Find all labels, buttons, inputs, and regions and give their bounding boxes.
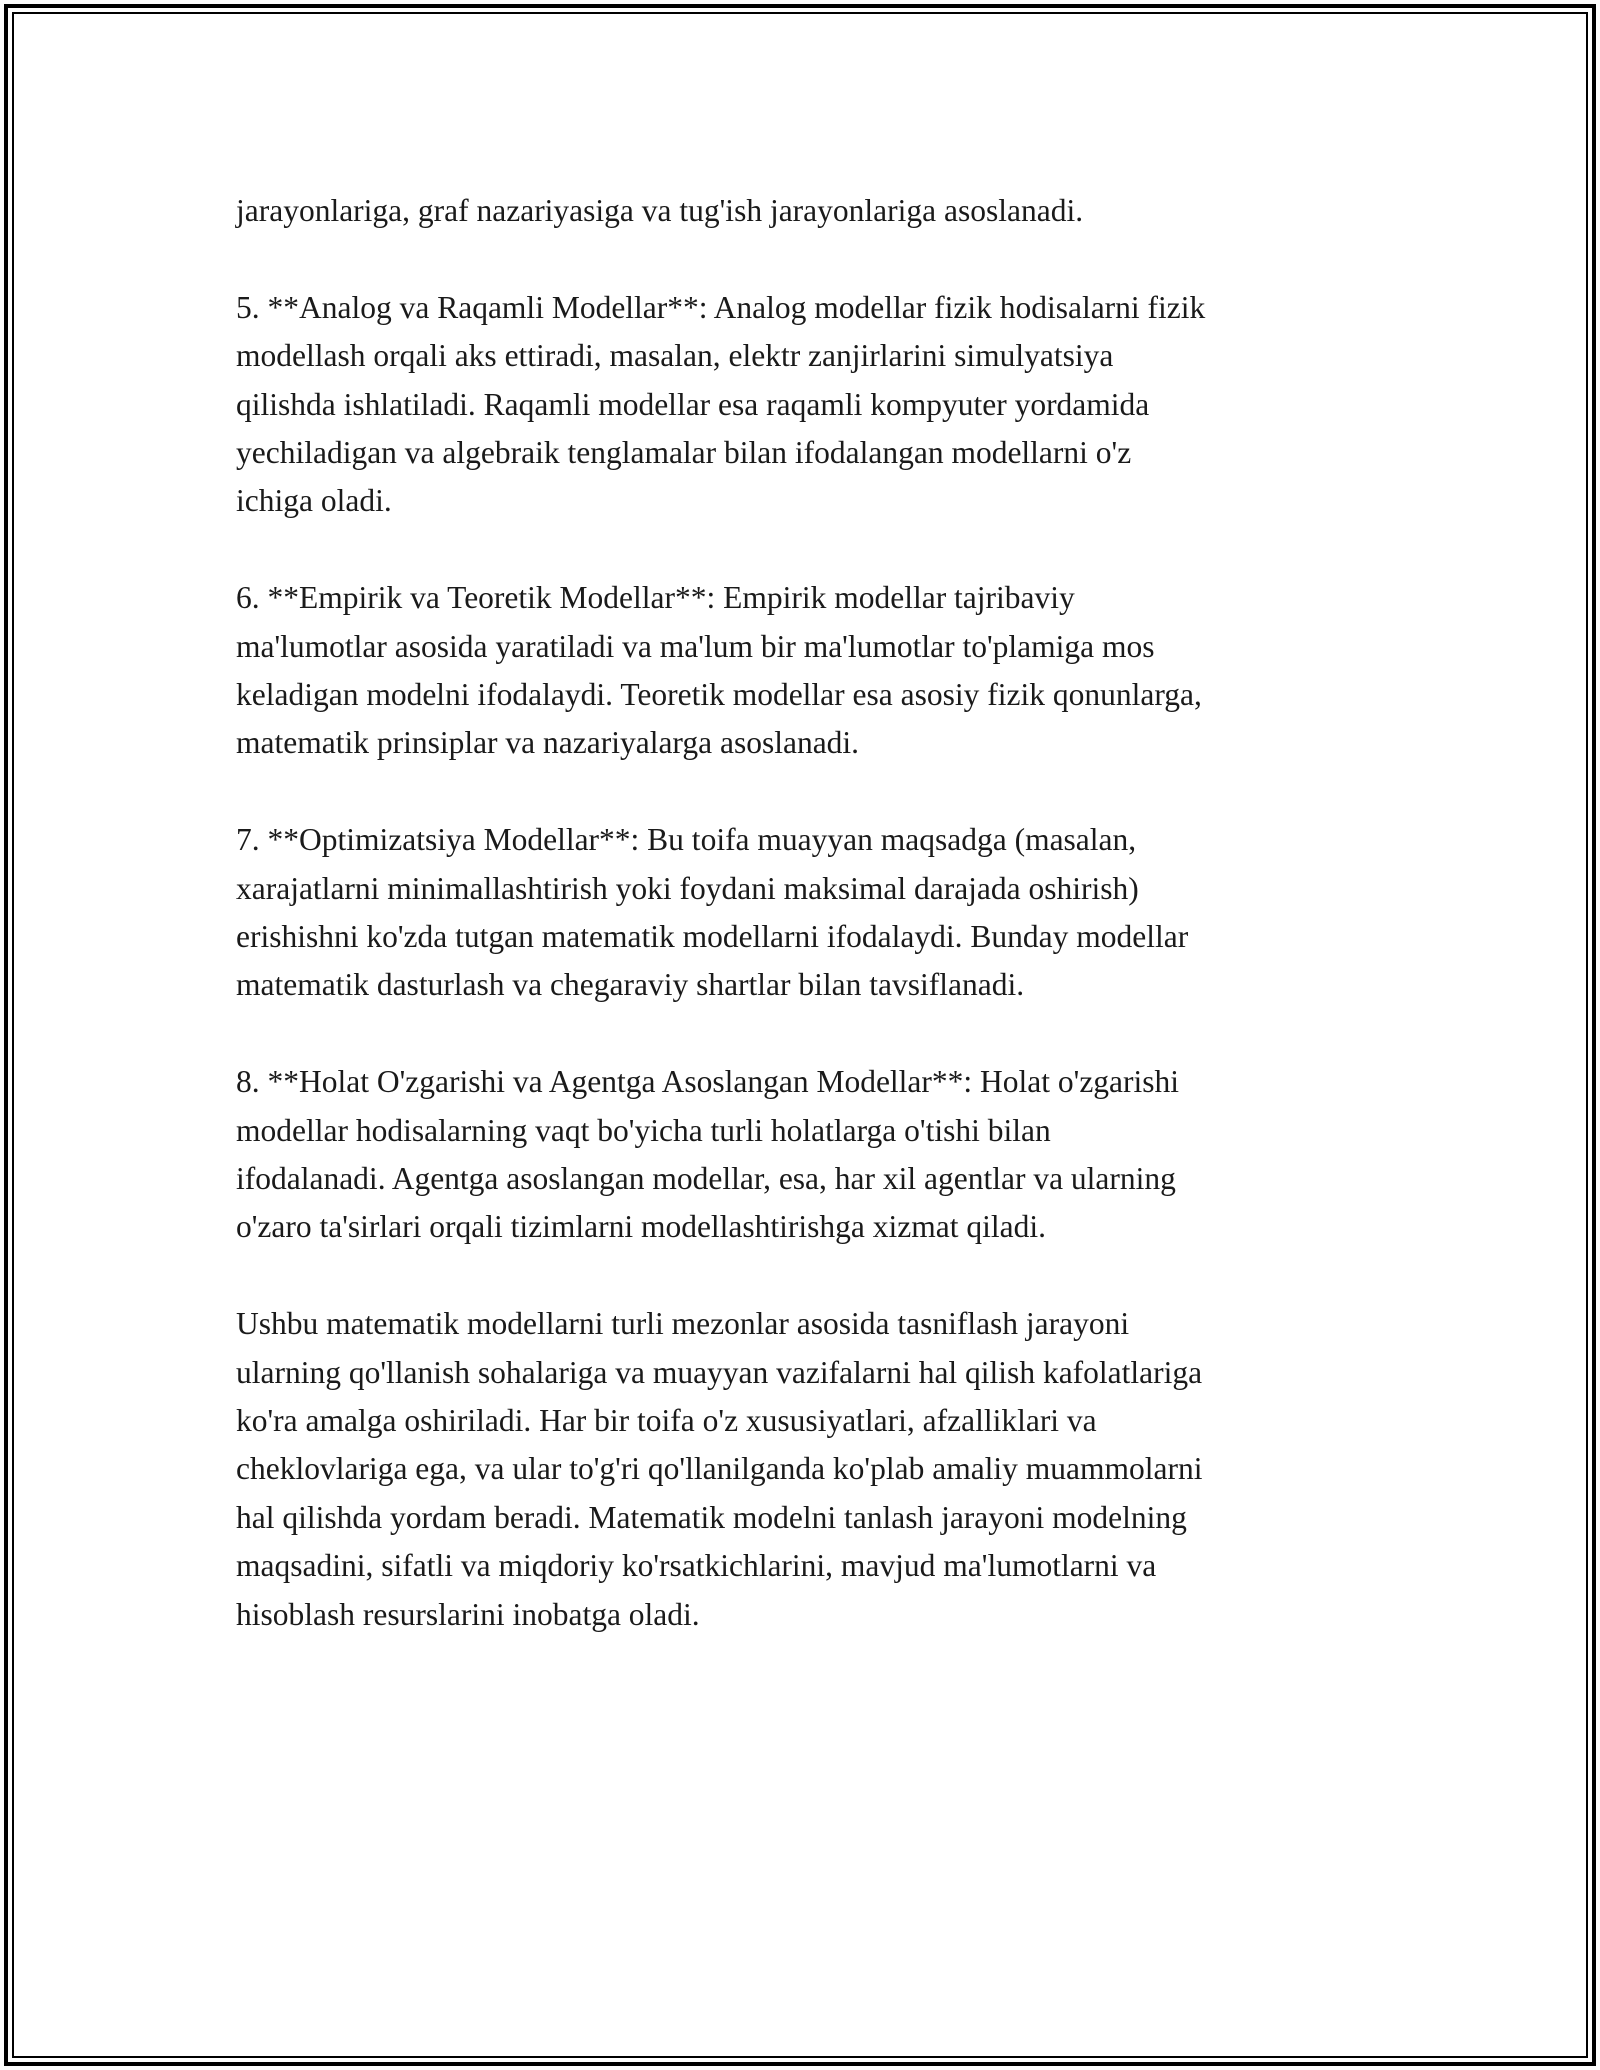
text-line: hisoblash resurslarini inobatga oladi. xyxy=(236,1596,700,1632)
text-line: maqsadini, sifatli va miqdoriy ko'rsatkichlarini, mavjud ma'lumotlarni va xyxy=(236,1548,1157,1584)
paragraph-conclusion xyxy=(236,1300,1376,1639)
text-line: modellar hodisalarning vaqt bo'yicha turli holatlarga o'tishi bilan xyxy=(236,1112,1051,1148)
text-line: ko'ra amalga oshiriladi. Har bir toifa o'z xususiyatlari, afzalliklari va xyxy=(236,1403,1097,1439)
text-line: ichiga oladi. xyxy=(236,483,392,519)
text-line: matematik prinsiplar va nazariyalarga asoslanadi. xyxy=(236,725,860,761)
text-line: Ushbu matematik modellarni turli mezonlar asosida tasniflash jarayoni xyxy=(236,1306,1130,1342)
text-line: yechiladigan va algebraik tenglamalar bilan ifodalangan modellarni o'z xyxy=(236,435,1132,471)
text-line: modellash orqali aks ettiradi, masalan, elektr zanjirlarini simulyatsiya xyxy=(236,338,1114,374)
paragraph-item-7-optimizatsiya xyxy=(236,816,1376,1010)
text-line: hal qilishda yordam beradi. Matematik modelni tanlash jarayoni modelning xyxy=(236,1499,1187,1535)
text-line: ifodalanadi. Agentga asoslangan modellar, esa, har xil agentlar va ularning xyxy=(236,1161,1176,1197)
paragraph-continuation xyxy=(236,187,1376,235)
paragraph-item-8-holat-agent xyxy=(236,1058,1376,1252)
text-line: cheklovlariga ega, va ular to'g'ri qo'llanilganda ko'plab amaliy muammolarni xyxy=(236,1451,1203,1487)
text-line: o'zaro ta'sirlari orqali tizimlarni modellashtirishga xizmat qiladi. xyxy=(236,1209,1046,1245)
text-line: keladigan modelni ifodalaydi. Teoretik modellar esa asosiy fizik qonunlarga, xyxy=(236,677,1202,713)
text-line: matematik dasturlash va chegaraviy shartlar bilan tavsiflanadi. xyxy=(236,967,1025,1003)
paragraph-item-5-analog-raqamli xyxy=(236,284,1376,526)
text-line: 6. **Empirik va Teoretik Modellar**: Empirik modellar tajribaviy xyxy=(236,580,1075,616)
text-line: 7. **Optimizatsiya Modellar**: Bu toifa muayyan maqsadga (masalan, xyxy=(236,822,1137,858)
text-line: 5. **Analog va Raqamli Modellar**: Analog modellar fizik hodisalarni fizik xyxy=(236,289,1206,325)
text-line: xarajatlarni minimallashtirish yoki foydani maksimal darajada oshirish) xyxy=(236,870,1139,906)
text-line: jarayonlariga, graf nazariyasiga va tug'ish jarayonlariga asoslanadi. xyxy=(236,193,1084,228)
paragraph-item-6-empirik-teoretik xyxy=(236,574,1376,768)
document-body xyxy=(236,187,1376,1688)
text-line: erishishni ko'zda tutgan matematik modellarni ifodalaydi. Bunday modellar xyxy=(236,919,1189,955)
text-line: qilishda ishlatiladi. Raqamli modellar esa raqamli kompyuter yordamida xyxy=(236,386,1150,422)
text-line: ularning qo'llanish sohalariga va muayyan vazifalarni hal qilish kafolatlariga xyxy=(236,1354,1203,1390)
text-line: ma'lumotlar asosida yaratiladi va ma'lum bir ma'lumotlar to'plamiga mos xyxy=(236,628,1155,664)
text-line: 8. **Holat O'zgarishi va Agentga Asoslangan Modellar**: Holat o'zgarishi xyxy=(236,1064,1180,1100)
